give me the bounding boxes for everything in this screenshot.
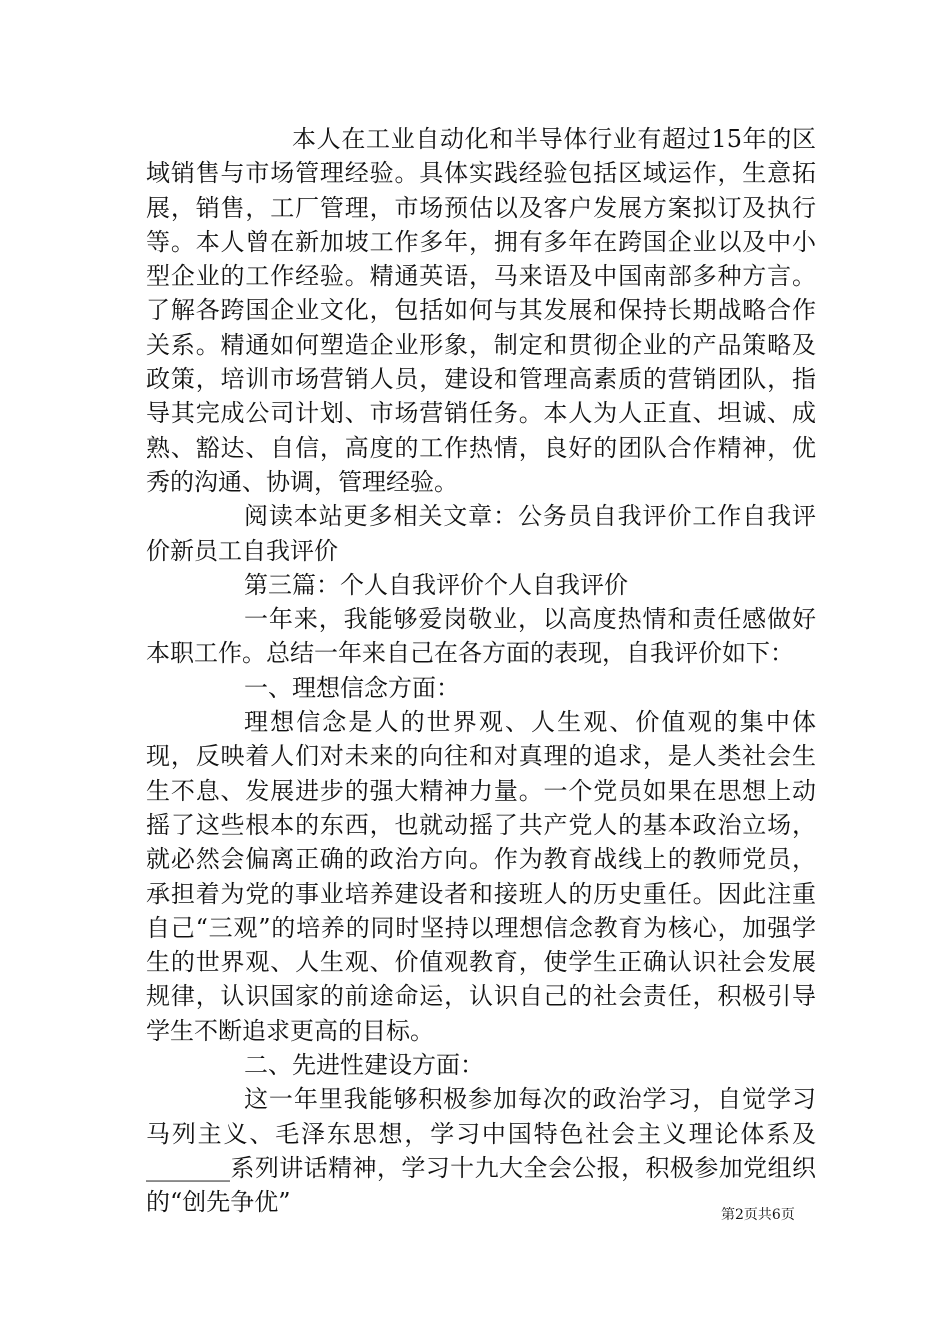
document-body: [146, 122, 816, 1220]
paragraph-summary: 一年来，我能够爱岗敬业，以高度热情和责任感做好本职工作。总结一年来自己在各方面的表现，自我评价如下：: [146, 605, 816, 668]
heading-advanced-construction: 二、先进性建设方面：: [244, 1051, 484, 1080]
section-title-part-three: 第三篇：个人自我评价个人自我评价: [244, 570, 628, 599]
heading-ideals: 一、理想信念方面：: [244, 673, 460, 702]
page-number: 第2页共6页: [721, 1207, 795, 1223]
paragraph-related-articles: 阅读本站更多相关文章：公务员自我评价工作自我评价新员工自我评价: [146, 502, 816, 565]
paragraph-intro: 本人在工业自动化和半导体行业有超过15年的区域销售与市场管理经验。具体实践经验包括区域运作，生意拓展，销售，工厂管理，市场预估以及客户发展方案拟订及执行等。本人曾在新加坡工作多年，拥有多年在跨国企业以及中小型企业的工作经验。精通英语，马来语及中国南部多种方言。了解各跨国企业文化，包括如何与其发展和保持长期战略合作关系。精通如何塑造企业形象，制定和贯彻企业的产品策略及政策，培训市场营销人员，建设和管理高素质的营销团队，指导其完成公司计划、市场营销任务。本人为人正直、坦诚、成熟、豁达、自信，高度的工作热情，良好的团队合作精神，优秀的沟通、协调，管理经验。: [146, 125, 816, 496]
paragraph-study: 这一年里我能够积极参加每次的政治学习，自觉学习马列主义、毛泽东思想，学习中国特色社会主义理论体系及_______系列讲话精神，学习十九大全会公报，积极参加党组织的“创先争优”: [146, 1085, 816, 1217]
paragraph-ideals: 理想信念是人的世界观、人生观、价值观的集中体现，反映着人们对未来的向往和对真理的追求，是人类社会生生不息、发展进步的强大精神力量。一个党员如果在思想上动摇了这些根本的东西，也就动摇了共产党人的基本政治立场，就必然会偏离正确的政治方向。作为教育战线上的教师党员，承担着为党的事业培养建设者和接班人的历史重任。因此注重自己“三观”的培养的同时坚持以理想信念教育为核心，加强学生的世界观、人生观、价值观教育，使学生正确认识社会发展规律，认识国家的前途命运，认识自己的社会责任，积极引导学生不断追求更高的目标。: [146, 708, 816, 1045]
